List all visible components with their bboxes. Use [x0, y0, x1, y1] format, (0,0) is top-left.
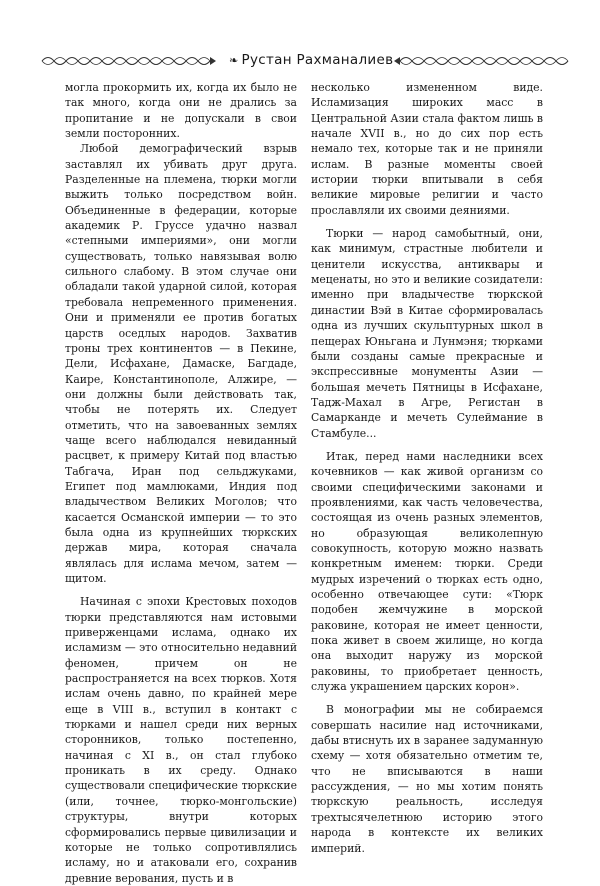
- running-header: [40, 50, 570, 72]
- text-column-left: [65, 80, 297, 886]
- paragraph: Тюрки — народ самобытный, они, как минимум, страстные любители и ценители искусства, антиквары и меценаты, но это и великие созидатели: именно при владычестве тюркской династии Вэй в Китае сформировалась одна из лучших скульптурных школ в пещерах Юньгана и Лунмэня; тюрками были созданы самые прекрасные и экспрессивные монументы Азии — большая мечеть Пятницы в Исфахане, Тадж-Махал в Агре, Регистан в Самарканде и мечеть Сулеймание в Стамбуле...: [311, 227, 543, 440]
- text-column-right: [311, 80, 543, 856]
- paragraph: несколько измененном виде. Исламизация широких масс в Центральной Азии стала фактом лишь в начале XVII в., но до сих пор есть немало тех, которые так и не приняли ислам. В разные моменты своей истории тюрки впитывали в себя великие мировые религии и часто прославляли их своими деяниями.: [311, 81, 543, 217]
- paragraph: Любой демографический взрыв заставлял их убивать друг друга. Разделенные на племена, тюрки могли выжить только посредством войн. Объединенные в федерации, которые академик Р. Груссе удачно назвал «степными империями», они могли существовать, только навязывая волю сильного слабому. В этом случае они обладали такой ударной силой, которая требовала непременного применения. Они и применяли ее против богатых царств оседлых народов. Захватив троны трех континентов — в Пекине, Дели, Исфахане, Дамаске, Багдаде, Каире, Константинополе, Алжире, — они должны были действовать так, чтобы не потерять их. Следует отметить, что на завоеванных землях чаще всего наблюдался невиданный расцвет, к примеру Китай под властью Табгача, Иран под сельджуками, Египет под мамлюками, Индия под владычеством Великих Моголов; что касается Османской империи — то это была одна из крупнейших тюркских держав мира, которая сначала являлась для ислама мечом, затем — щитом.: [65, 142, 297, 585]
- paragraph: В монографии мы не собираемся совершать насилие над источниками, дабы втиснуть их в заранее задуманную схему — хотя обязательно отметим те, что не вписываются в наши рассуждения, — но мы хотим понять тюркскую реальность, исследуя трехтысячелетнюю историю этого народа в контексте их великих империй.: [311, 703, 543, 855]
- author-name: ❧ Рустан Рахманалиев: [229, 52, 394, 68]
- ornament-glyph-icon: ❧: [229, 54, 239, 67]
- decorative-ornament-right: [392, 55, 570, 67]
- paragraph: Итак, перед нами наследники всех кочевников — как живой организм со своими специфическими законами и проявлениями, как часть человечества, состоящая из очень разных элементов, но образующая великолепную совокупность, которую можно назвать конкретным именем: тюрки. Среди мудрых изречений о тюрках есть одно, особенно отвечающее сути: «Тюрк подобен жемчужине в морской раковине, которая не имеет ценности, пока живет в своем жилище, но когда она выходит наружу из морской раковины, то приобретает ценность, служа украшением царских корон».: [311, 449, 543, 694]
- paragraph: могла прокормить их, когда их было не так много, когда они не дрались за пропитание и не допускали в свои земли посторонних.: [65, 81, 297, 141]
- decorative-ornament-left: [40, 55, 218, 67]
- paragraph: Начиная с эпохи Крестовых походов тюрки представляются нам истовыми приверженцами ислама, однако их исламизм — это относительно недавний феномен, причем он не распространяется на всех тюрков. Хотя ислам очень давно, по крайней мере еще в VIII в., вступил в контакт с тюрками и нашел среди них верных сторонников, только постепенно, начиная с XI в., он стал глубоко проникать в их среду. Однако существовали специфические тюркские (или, точнее, тюрко-монгольские) структуры, внутри которых сформировались первые цивилизации и которые не только сопротивлялись исламу, но и атаковали его, сохранив древние верования, пусть и в: [65, 595, 298, 885]
